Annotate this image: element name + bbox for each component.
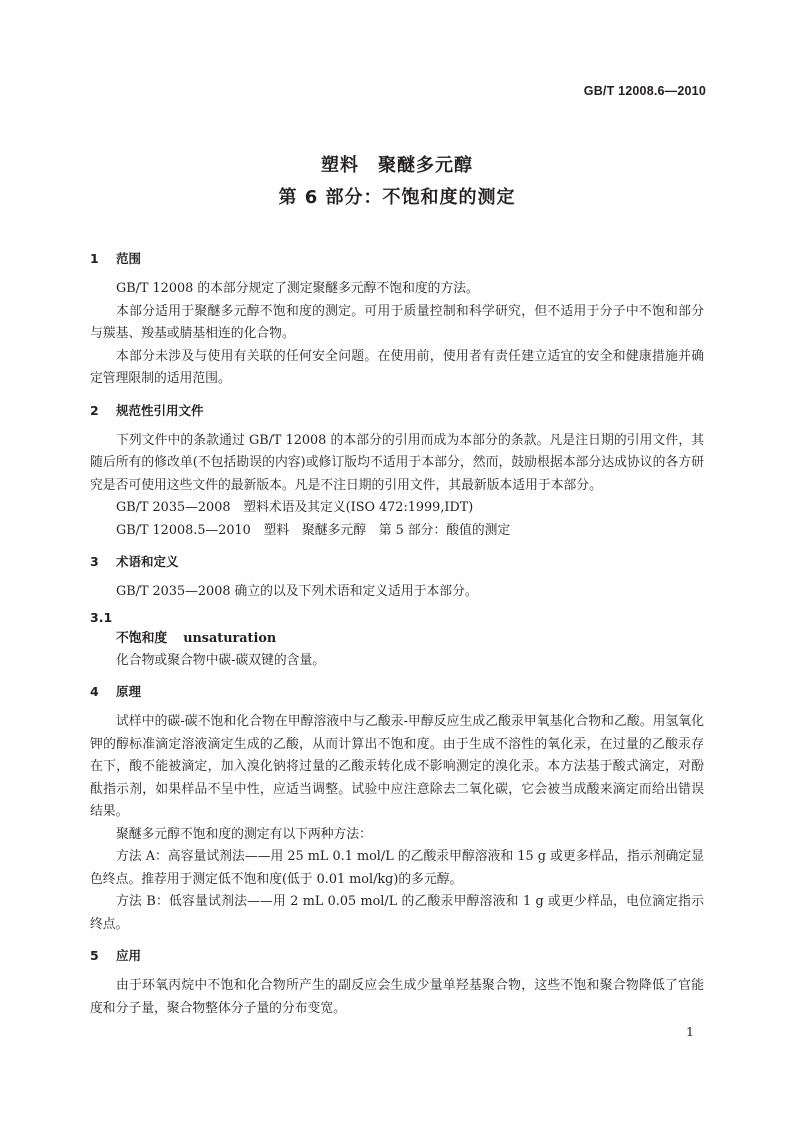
section-1-heading bbox=[90, 248, 704, 270]
section-5-heading bbox=[90, 945, 704, 967]
paragraph: 试样中的碳-碳不饱和化合物在甲醇溶液中与乙酸汞-甲醇反应生成乙酸汞甲氧基化合物和乙酸。用氢氧化钾的醇标准滴定溶液滴定生成的乙酸，从而计算出不饱和度。由于生成不溶性的氧化汞，在过量的乙酸汞存在下，酸不能被滴定，加入溴化钠将过量的乙酸汞转化成不影响测定的溴化汞。本方法基于酸式滴定，对酚酞指示剂，如果样品不呈中性，应适当调整。试验中应注意除去二氧化碳，它会被当成酸来滴定而给出错误结果。 bbox=[90, 714, 704, 819]
paragraph: 下列文件中的条款通过 GB/T 12008 的本部分的引用而成为本部分的条款。凡是注日期的引用文件，其随后所有的修改单(不包括勘误的内容)或修订版均不适用于本部分，然而，鼓励根据本部分达成协议的各方研究是否可使用这些文件的最新版本。凡是不注日期的引用文件，其最新版本适用于本部分。 bbox=[90, 432, 704, 493]
section-number: 2 bbox=[90, 402, 99, 418]
paragraph: 本部分适用于聚醚多元醇不饱和度的测定。可用于质量控制和科学研究，但不适用于分子中不饱和部分与羰基、羧基或腈基相连的化合物。 bbox=[90, 303, 704, 341]
section-number: 3 bbox=[90, 554, 99, 569]
document-title bbox=[0, 150, 794, 214]
section-title: 原理 bbox=[116, 684, 142, 699]
document-code: GB/T 12008.6—2010 bbox=[583, 84, 706, 98]
section-title: 术语和定义 bbox=[116, 554, 179, 569]
section-number: 5 bbox=[90, 948, 99, 963]
term-number: 3.1 bbox=[90, 609, 113, 625]
paragraph: 由于环氧丙烷中不饱和化合物所产生的副反应会生成少量单羟基聚合物，这些不饱和聚合物降低了官能度和分子量，聚合物整体分子量的分布变宽。 bbox=[90, 978, 704, 1016]
method-b-paragraph: 方法 B：低容量试剂法——用 2 mL 0.05 mol/L 的乙酸汞甲醇溶液和 1 g 或更少样品，电位滴定指示终点。 bbox=[90, 894, 704, 932]
paragraph: GB/T 12008 的本部分规定了测定聚醚多元醇不饱和度的方法。 bbox=[116, 281, 479, 296]
reference-item: GB/T 12008.5—2010 塑料 聚醚多元醇 第 5 部分：酸值的测定 bbox=[116, 522, 511, 538]
section-title: 范围 bbox=[116, 251, 142, 266]
section-title: 规范性引用文件 bbox=[116, 402, 204, 418]
section-number: 1 bbox=[90, 251, 99, 266]
paragraph: 本部分未涉及与使用有关联的任何安全问题。在使用前，使用者有责任建立适宜的安全和健康措施并确定管理限制的适用范围。 bbox=[90, 348, 704, 386]
method-a-paragraph: 方法 A：高容量试剂法——用 25 mL 0.1 mol/L 的乙酸汞甲醇溶液和 15 g 或更多样品，指示剂确定显色终点。推荐用于测定低不饱和度(低于 0.01 mol/kg)的多元醇。 bbox=[90, 849, 704, 887]
section-4-heading bbox=[90, 681, 704, 703]
section-number: 4 bbox=[90, 684, 99, 699]
paragraph: 聚醚多元醇不饱和度的测定有以下两种方法： bbox=[116, 826, 372, 842]
section-title: 应用 bbox=[116, 948, 142, 963]
document-body bbox=[90, 248, 704, 1020]
section-3-heading bbox=[90, 551, 704, 573]
page-number: 1 bbox=[686, 1024, 694, 1039]
term-chinese: 不饱和度 bbox=[116, 630, 168, 646]
term-english: unsaturation bbox=[183, 630, 277, 646]
term-entry bbox=[90, 628, 704, 650]
title-line-1: 塑料 聚醚多元醇 bbox=[321, 155, 473, 176]
paragraph: GB/T 2035—2008 确立的以及下列术语和定义适用于本部分。 bbox=[116, 584, 478, 599]
title-line-2: 第 6 部分：不饱和度的测定 bbox=[278, 187, 516, 208]
term-definition: 化合物或聚合物中碳-碳双键的含量。 bbox=[116, 652, 326, 668]
section-2-heading bbox=[90, 400, 704, 422]
reference-item: GB/T 2035—2008 塑料术语及其定义(ISO 472:1999,IDT) bbox=[116, 500, 474, 515]
